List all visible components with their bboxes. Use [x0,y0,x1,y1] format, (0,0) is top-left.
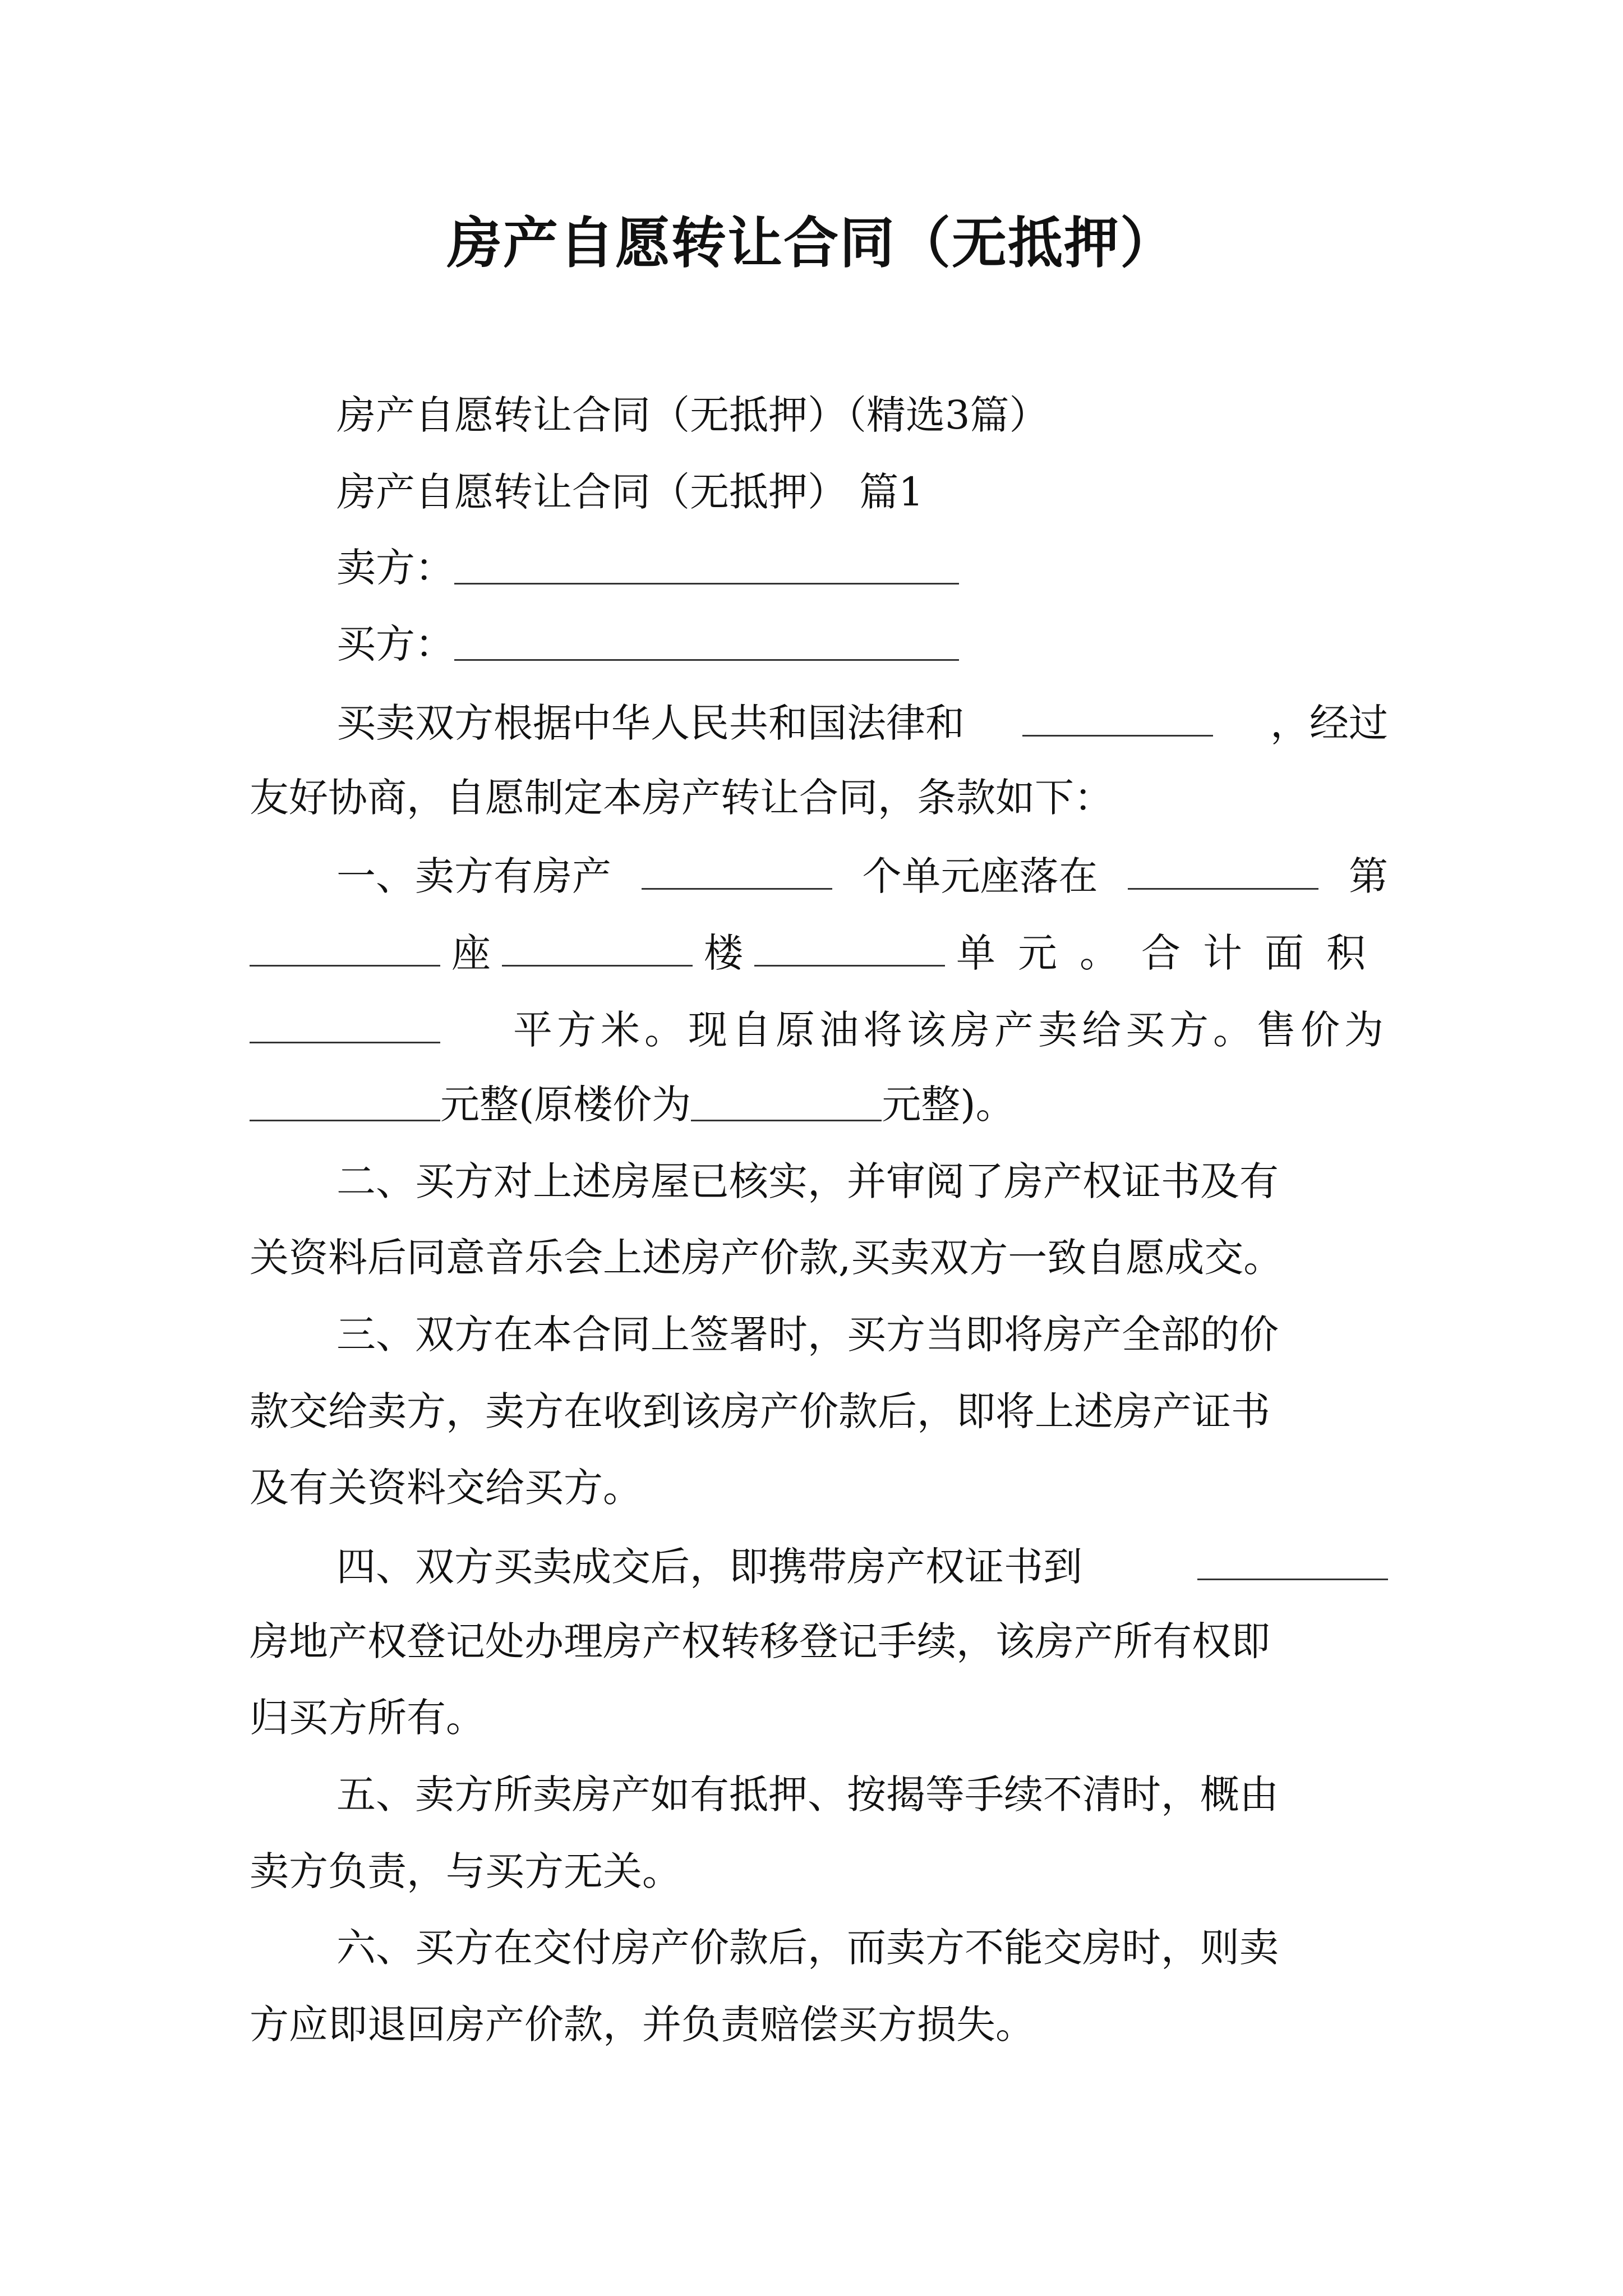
clause1-text: 一、卖方有房产 [336,853,611,899]
buyer-blank[interactable] [454,625,959,661]
buyer-label: 买方： [336,621,454,667]
law-blank[interactable] [1022,701,1213,737]
intro-text: 买卖双方根据中华人民共和国法律和 [336,700,965,746]
clause1-line-3 [250,1007,1388,1053]
clause1-text: 元整)。 [882,1082,1015,1128]
clause1-line-4 [250,1082,1015,1128]
document-title: 房产自愿转让合同（无抵押） [446,211,1176,275]
intro-text-end: ，经过 [1270,700,1388,746]
clause3-line-1: 三、双方在本合同上签署时，买方当即将房产全部的价 [336,1312,1279,1358]
clause1-text: 单元。合计面积 [956,930,1388,976]
intro-line-1 [336,700,1388,746]
seller-blank[interactable] [454,549,959,585]
clause4-text: 四、双方买卖成交后，即携带房产权证书到 [336,1544,1082,1590]
clause4-line-3: 归买方所有。 [250,1695,485,1741]
intro-line-2: 友好协商，自愿制定本房产转让合同，条款如下： [250,775,1113,821]
clause1-line-2 [250,930,1388,976]
clause4-line-1 [336,1544,1388,1590]
clause3-line-3: 及有关资料交给买方。 [250,1465,642,1511]
seller-line [336,545,959,591]
clause1-text: 楼 [704,930,743,976]
clause5-line-2: 卖方负责，与买方无关。 [250,1848,681,1894]
price-blank[interactable] [250,1086,440,1121]
subtitle: 房产自愿转让合同（无抵押）（精选3篇） [336,392,1049,438]
location-blank[interactable] [1128,854,1318,890]
clause2-line-1: 二、买方对上述房屋已核实，并审阅了房产权证书及有 [336,1158,1279,1204]
clause3-line-2: 款交给卖方，卖方在收到该房产价款后，即将上述房产证书 [250,1388,1270,1434]
clause1-text: 平方米。现自原油将该房产卖给买方。售价为 [513,1007,1388,1053]
clause1-text: 个单元座落在 [862,853,1098,899]
original-price-blank[interactable] [691,1086,882,1121]
clause6-line-2: 方应即退回房产价款，并负责赔偿买方损失。 [250,2001,1035,2047]
registry-blank[interactable] [1197,1545,1388,1580]
unit-blank[interactable] [754,931,945,967]
clause2-line-2: 关资料后同意音乐会上述房产价款,买卖双方一致自愿成交。 [250,1235,1283,1281]
clause4-line-2: 房地产权登记处办理房产权转移登记手续，该房产所有权即 [250,1618,1270,1664]
clause1-text: 第 [1349,853,1388,899]
buyer-line [336,621,959,667]
units-blank[interactable] [642,854,832,890]
area-blank[interactable] [250,1008,440,1043]
building-blank[interactable] [502,931,693,967]
clause5-line-1: 五、卖方所卖房产如有抵押、按揭等手续不清时，概由 [336,1772,1279,1818]
clause1-text: 元整(原楼价为 [440,1082,691,1128]
seller-label: 卖方： [336,545,454,591]
block-blank[interactable] [250,931,440,967]
clause6-line-1: 六、买方在交付房产价款后，而卖方不能交房时，则卖 [336,1925,1279,1971]
part-heading: 房产自愿转让合同（无抵押） 篇1 [336,469,924,515]
clause1-line-1 [336,853,1388,899]
clause1-text: 座 [451,930,491,976]
